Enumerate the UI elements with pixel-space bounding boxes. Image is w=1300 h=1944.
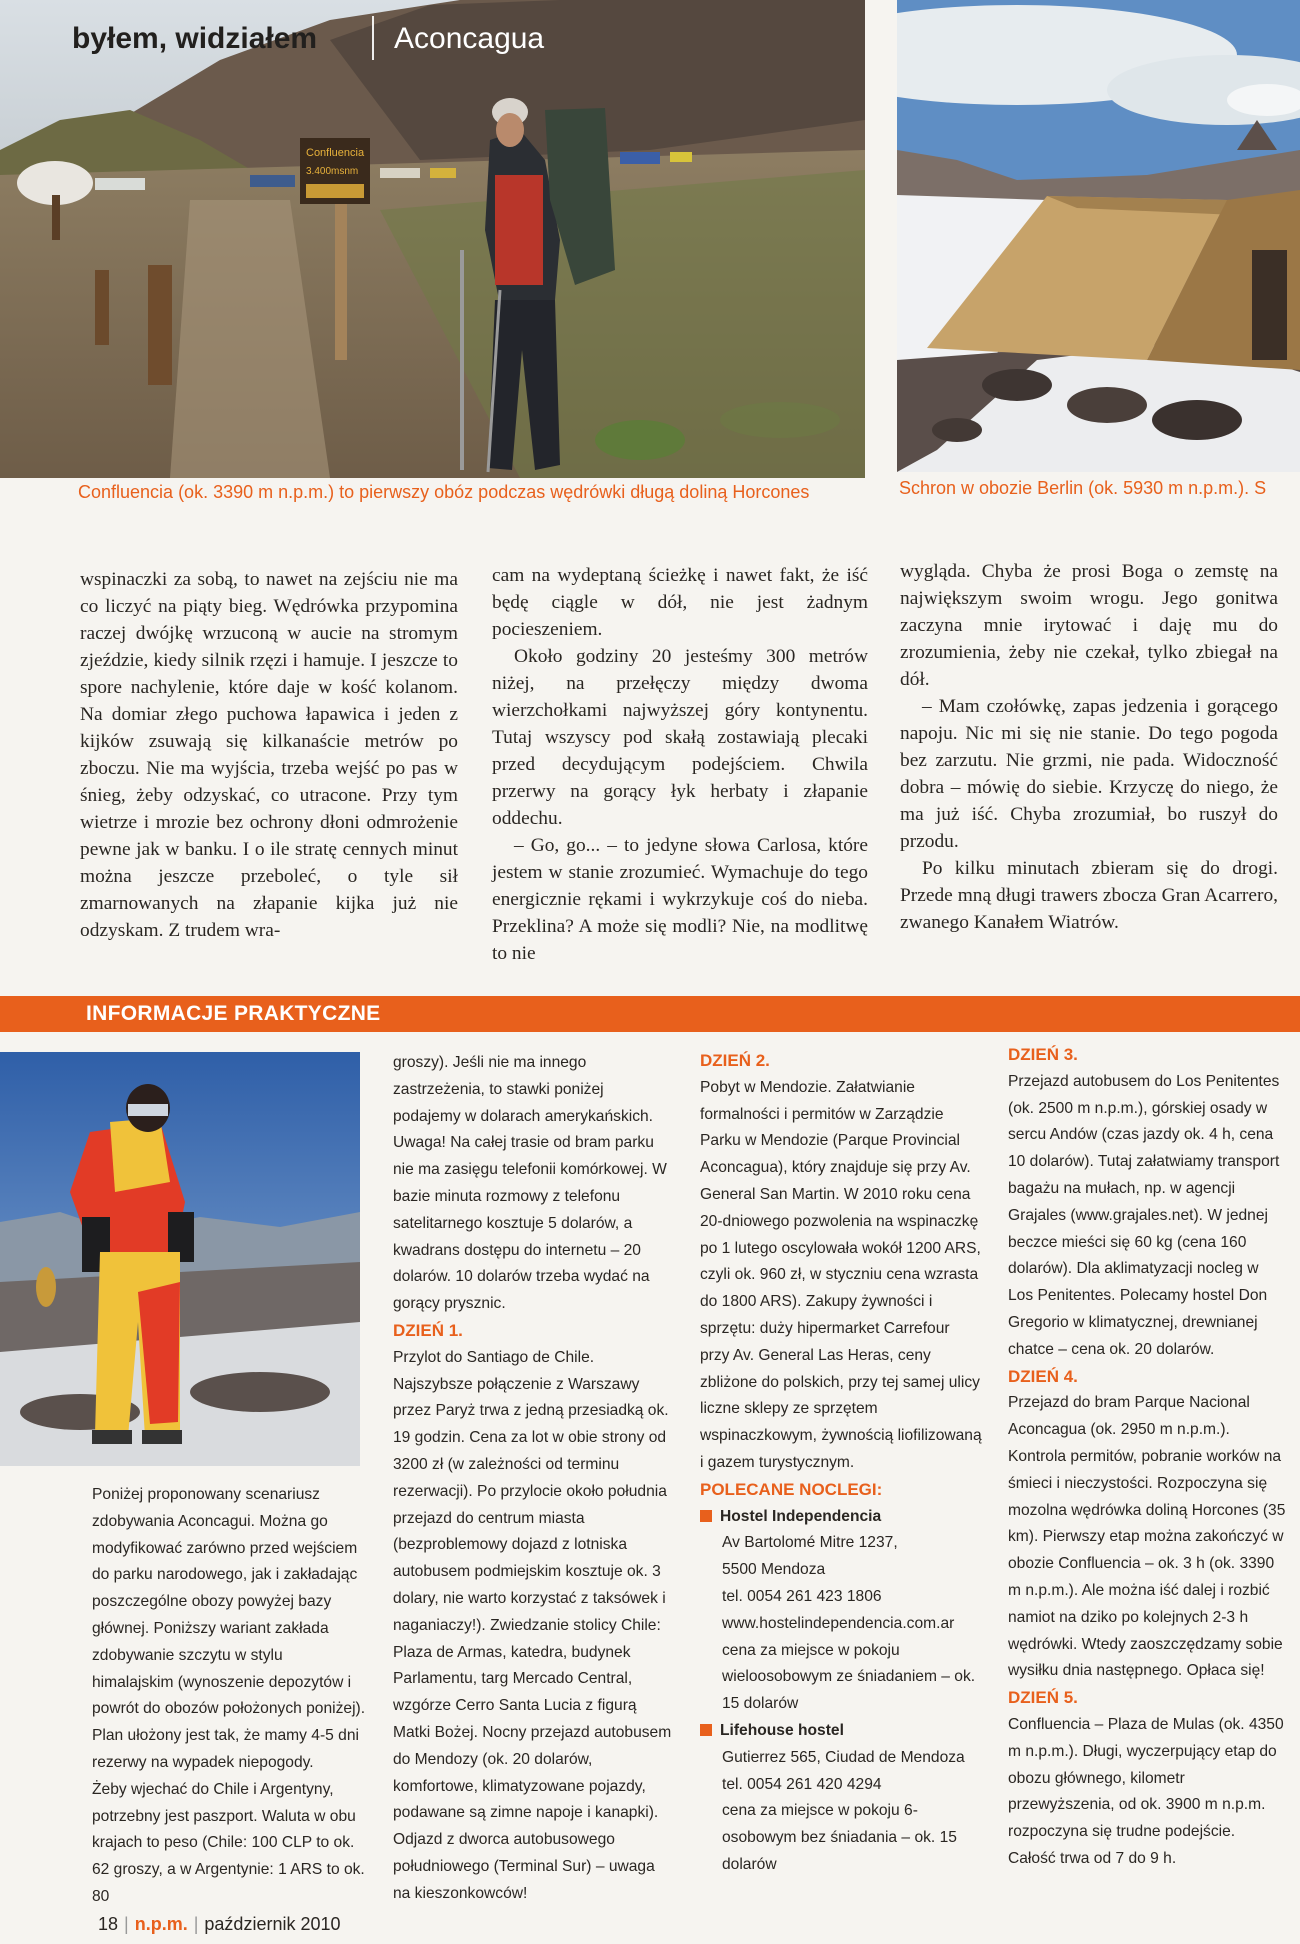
day4-heading: DZIEŃ 4. [1008, 1366, 1078, 1386]
paragraph: – Mam czołówkę, zapas jedzenia i gorącego napoju. Nic mi się nie stanie. Do tego pogoda bez zarzutu. Nie grzmi, nie pada. Widoczność dobra – mówię do siebie. Krzyczę do niego, że ma już iść. Chyba zrozumiał, bo ruszył do przodu. [900, 696, 1278, 852]
bullet-square-icon [700, 1724, 712, 1736]
sign-text-1: Confluencia [306, 147, 365, 159]
paragraph: cam na wydeptaną ścieżkę i nawet fakt, że iść będę ciągle w dół, nie jest żadnym pocieszeniem. [492, 565, 868, 640]
page-footer [98, 1914, 341, 1935]
day1-heading: DZIEŃ 1. [393, 1320, 463, 1340]
footer-separator: | [193, 1914, 199, 1934]
section-label: byłem, widziałem [72, 22, 318, 55]
paragraph: Około godziny 20 jesteśmy 300 metrów niżej, na przełęczy między dwoma wierzchołkami najwyższej góry kontynentu. Tutaj wszyscy pod skałą zostawiają plecaki przed decydującym podejściem. Chwila przerwy na gorący łyk herbaty i złapanie oddechu. [492, 646, 868, 829]
hostel-1-name-text: Hostel Independencia [720, 1507, 882, 1525]
info-intro [92, 1482, 368, 1911]
page-number: 18 [98, 1914, 119, 1934]
paragraph: wygląda. Chyba że prosi Boga o zemstę na największym swoim wrogu. Jego gonitwa zaczyna mnie irytować i daję mu do zrozumienia, żeby nie czekał, tylko zbiegał na dół. [900, 561, 1278, 690]
hostel-line: tel. 0054 261 420 4294 [722, 1775, 882, 1793]
info-paragraph: Poniżej proponowany scenariusz zdobywania Aconcagui. Można go modyfikować zarówno przed wejściem do parku narodowego, jak i zakładając poszczególne obozy powyżej bazy głównej. Poniższy wariant zakłada zdobywanie szczytu w stylu himalajskim (wynoszenie depozytów i powrót do obozów położonych poniżej). Plan ułożony jest tak, że mamy 4-5 dni rezerwy na wypadek niepogody. [92, 1486, 366, 1771]
hostel-line: 5500 Mendoza [722, 1561, 826, 1579]
footer-separator: | [124, 1914, 129, 1934]
paragraph: Po kilku minutach zbieram się do drogi. Przede mną długi trawers zbocza Gran Acarrero, zwanego Kanałem Wiatrów. [900, 858, 1278, 933]
caption-berlin: Schron w obozie Berlin (ok. 5930 m n.p.m.). S [899, 478, 1267, 498]
header-divider [372, 16, 374, 60]
article-column-2 [492, 562, 868, 967]
hostel-1-name [700, 1504, 982, 1531]
day5-text: Confluencia – Plaza de Mulas (ok. 4350 m n.p.m.). Długi, wyczerpujący etap do obozu głównego, kilometr przewyższenia, od ok. 3900 m n.p.m. rozpoczyna się trudne podejście. Całość trwa od 7 do 9 h. [1008, 1715, 1284, 1867]
article-column-3 [900, 558, 1278, 936]
day3-text: Przejazd autobusem do Los Penitentes (ok. 2500 m n.p.m.), górskiej osady w sercu Andów (czas jazdy ok. 4 h, cena 10 dolarów). Tutaj załatwiamy transport bagażu na mułach, np. w agencji Grajales (www.grajales.net). W jednej beczce mieści się 60 kg (cena 160 dolarów). Dla aklimatyzacji nocleg w Los Penitentes. Polecamy hostel Don Gregorio w klimatycznej, drewnianej chatce – cena ok. 20 dolarów. [1008, 1072, 1280, 1358]
info-paragraph: Żeby wjechać do Chile i Argentyny, potrzebny jest paszport. Waluta w obu krajach to peso (Chile: 100 CLP to ok. 62 groszy, a w Argentynie: 1 ARS to ok. 80 [92, 1780, 365, 1905]
day5-heading: DZIEŃ 5. [1008, 1688, 1078, 1708]
hostel-line: cena za miejsce w pokoju 6-osobowym bez śniadania – ok. 15 dolarów [722, 1802, 957, 1873]
sign-text-2: 3.400msnm [306, 166, 359, 177]
hostel-line: Av Bartolomé Mitre 1237, [722, 1534, 898, 1552]
info-paragraph: groszy). Jeśli nie ma innego zastrzeżenia, to stawki poniżej podajemy w dolarach amerykańskich. [393, 1054, 654, 1125]
photo-climber-summit [0, 1052, 360, 1466]
day2-text: Pobyt w Mendozie. Załatwianie formalności i permitów w Zarządzie Parku w Mendozie (Parque Provincial Aconcagua), który znajduje się przy Av. General San Martin. W 2010 roku cena 20-dniowego pozwolenia na wspinaczkę po 1 lutego oscylowała wokół 1200 ARS, czyli ok. 960 zł, w styczniu cena wzrasta do 1800 ARS). Zakupy żywności i sprzętu: duży hipermarket Carrefour przy Av. General Las Heras, ceny zbliżone do polskich, przy tej samej ulicy liczne sklepy ze sprzętem wspinaczkowym, żywnością liofilizowaną i gazem turystycznym. [700, 1078, 982, 1471]
info-column-4 [1008, 1042, 1286, 1873]
day3-heading: DZIEŃ 3. [1008, 1045, 1078, 1064]
article-column-1 [80, 566, 458, 944]
magazine-brand: n.p.m. [134, 1914, 188, 1934]
day4-text: Przejazd do bram Parque Nacional Aconcagua (ok. 2950 m n.p.m.). Kontrola permitów, pobranie worków na śmieci i nieczystości. Rozpoczyna się mozolna wędrówka doliną Horcones (35 km). Pierwszy etap można zakończyć w obozie Confluencia – ok. 3 h (ok. 3390 m n.p.m.). Ale można iść dalej i rozbić namiot na dziko po kolejnych 2-3 h wędrówki. Wtedy zaoszczędzamy sobie wysiłku dnia następnego. Opłaca się! [1008, 1394, 1286, 1680]
page-title: Aconcagua [394, 22, 545, 55]
info-column-2 [393, 1050, 673, 1908]
day2-heading: DZIEŃ 2. [700, 1051, 770, 1070]
hostel-1-details [700, 1530, 982, 1718]
day1-text: Przylot do Santiago de Chile. Najszybsze połączenie z Warszawy przez Paryż trwa z jedną przesiadką ok. 19 godzin. Cena za lot w obie strony od 3200 zł (w zależności od terminu rezerwacji). Po przylocie około południa przejazd do centrum miasta (bezproblemowy dojazd z lotniska autobusem podmiejskim kosztuje ok. 3 dolary, nie warto korzystać z taksówek i naganiaczy!). Zwiedzanie stolicy Chile: Plaza de Armas, katedra, budynek Parlamentu, targ Mercado Central, wzgórze Cerro Santa Lucia z figurą Matki Bożej. Nocny przejazd autobusem do Mendozy (ok. 20 dolarów, komfortowe, klimatyzowane pojazdy, podawane są zimne napoje i kanapki). Odjazd z dworca autobusowego południowego (Terminal Sur) – uwaga na kieszonkowców! [393, 1348, 672, 1902]
lodging-heading: POLECANE NOCLEGI: [700, 1479, 883, 1499]
hostel-line: cena za miejsce w pokoju wieloosobowym ze śniadaniem – ok. 15 dolarów [722, 1641, 976, 1713]
photo-berlin-shelter [897, 0, 1300, 472]
info-column-3 [700, 1048, 982, 1879]
hostel-line: Gutierrez 565, Ciudad de Mendoza [722, 1748, 965, 1766]
photo-confluencia [0, 0, 865, 478]
paragraph: wspinaczki za sobą, to nawet na zejściu nie ma co liczyć na piąty bieg. Wędrówka przypomina raczej dwójkę wrzuconą w aucie na stromym zjeździe, kiedy silnik rzęzi i hamuje. I jeszcze to spore nachylenie, które daje w kość kolanom. Na domiar złego puchowa łapawica i jeden z kijków zsuwają się kilkanaście metrów po zboczu. Nie ma wyjścia, trzeba wejść po pas w śnieg, żeby odzyskać, co utracone. Przy tym wietrze i mrozie bez ochrony dłoni odmrożenie pewne jak w banku. I o ile stratę cennych minut można jeszcze przeboleć, o tyle sił zmarnowanych na złapanie kijka już nie odzyskam. Z trudem wra- [80, 569, 458, 941]
caption-confluencia: Confluencia (ok. 3390 m n.p.m.) to pierwszy obóz podczas wędrówki długą doliną Horcones [78, 482, 810, 502]
info-paragraph: Uwaga! Na całej trasie od bram parku nie ma zasięgu telefonii komórkowej. W bazie minuta rozmowy z telefonu satelitarnego kosztuje 5 dolarów, a kwadrans dostępu do internetu – 20 dolarów. 10 dolarów trzeba wydać na gorący prysznic. [393, 1134, 667, 1313]
info-title: INFORMACJE PRAKTYCZNE [86, 1002, 381, 1025]
hostel-link[interactable]: www.hostelindependencia.com.ar [722, 1614, 955, 1632]
paragraph: – Go, go... – to jedyne słowa Carlosa, które jestem w stanie zrozumieć. Wymachuje do tego energicznie rękami i wykrzykuje coś do nieba. Przeklina? A może się modli? Nie, na modlitwę to nie [492, 835, 868, 964]
hostel-2-name-text: Lifehouse hostel [720, 1721, 844, 1739]
hostel-2-details [700, 1745, 982, 1879]
hostel-line: tel. 0054 261 423 1806 [722, 1587, 882, 1605]
issue-date: październik 2010 [204, 1914, 341, 1934]
hostel-2-name [700, 1718, 982, 1745]
bullet-square-icon [700, 1510, 712, 1522]
